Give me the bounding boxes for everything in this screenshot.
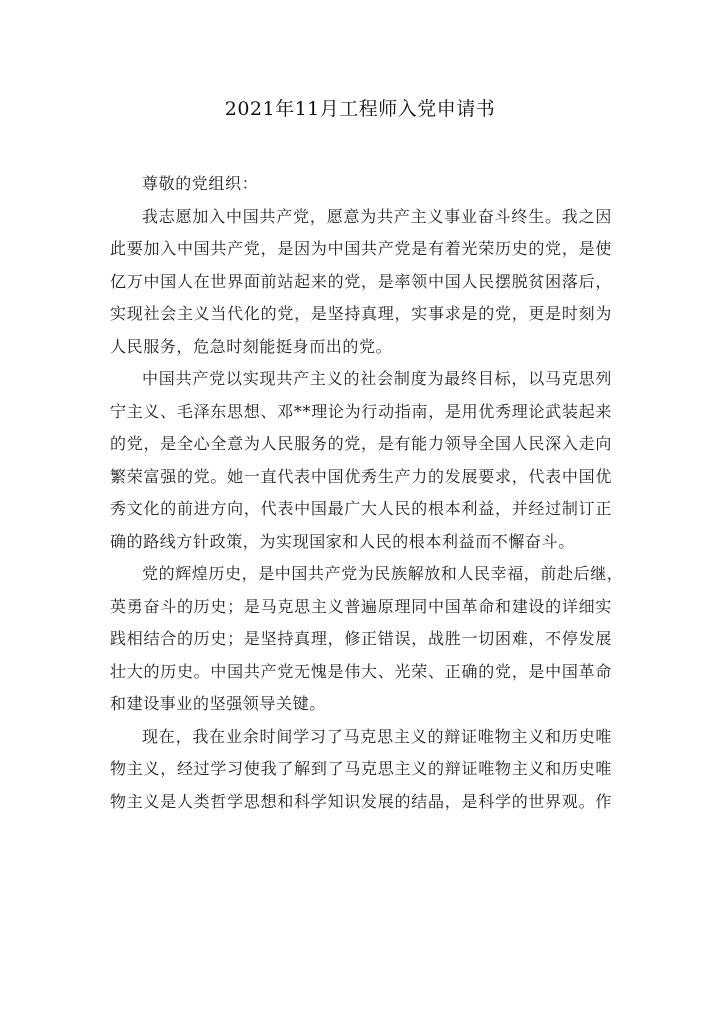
paragraph-line: 宁主义、毛泽东思想、邓**理论为行动指南，是用优秀理论武装起来 xyxy=(110,401,612,421)
paragraph-line: 秀文化的前进方向，代表中国最广大人民的根本利益，并经过制订正 xyxy=(110,499,612,518)
paragraph xyxy=(110,201,612,364)
paragraph-line: 中国共产党以实现共产主义的社会制度为最终目标，以马克思列 xyxy=(142,369,612,388)
document-title: 2021年11月工程师入党申请书 xyxy=(224,98,496,120)
document-body xyxy=(110,168,624,818)
paragraph-line: 我志愿加入中国共产党，愿意为共产主义事业奋斗终生。我之因 xyxy=(142,206,612,226)
paragraph-line: 践相结合的历史；是坚持真理，修正错误，战胜一切困难，不停发展 xyxy=(110,629,612,648)
paragraph xyxy=(110,363,612,558)
paragraph-line: 人民服务，危急时刻能挺身而出的党。 xyxy=(110,336,393,356)
paragraph-line: 壮大的历史。中国共产党无愧是伟大、光荣、正确的党，是中国革命 xyxy=(110,661,612,681)
paragraph-line: 和建设事业的坚强领导关键。 xyxy=(110,694,326,713)
paragraph-line: 英勇奋斗的历史；是马克思主义普遍原理同中国革命和建设的详细实 xyxy=(110,596,612,616)
paragraph-line: 的党，是全心全意为人民服务的党，是有能力领导全国人民深入走向 xyxy=(110,434,612,453)
paragraph-line: 现在，我在业余时间学习了马克思主义的辩证唯物主义和历史唯 xyxy=(142,726,612,746)
paragraph-line: 实现社会主义当代化的党，是坚持真理，实事求是的党，更是时刻为 xyxy=(110,304,612,323)
greeting: 尊敬的党组织： xyxy=(142,174,259,193)
paragraph-line: 亿万中国人在世界面前站起来的党，是率领中国人民摆脱贫困落后， xyxy=(110,271,612,291)
paragraph-line: 繁荣富强的党。她一直代表中国优秀生产力的发展要求，代表中国优 xyxy=(110,466,612,486)
paragraph xyxy=(110,558,624,721)
paragraph-line: 物主义是人类哲学思想和科学知识发展的结晶，是科学的世界观。作 xyxy=(110,791,612,811)
paragraph xyxy=(110,721,612,819)
paragraph-line: 党的辉煌历史，是中国共产党为民族解放和人民幸福，前赴后继， xyxy=(142,564,624,583)
paragraph-line: 物主义，经过学习使我了解到了马克思主义的辩证唯物主义和历史唯 xyxy=(110,759,612,778)
paragraph-line: 确的路线方针政策，为实现国家和人民的根本利益而不懈奋斗。 xyxy=(110,531,575,551)
paragraph-line: 此要加入中国共产党，是因为中国共产党是有着光荣历史的党，是使 xyxy=(110,239,612,258)
